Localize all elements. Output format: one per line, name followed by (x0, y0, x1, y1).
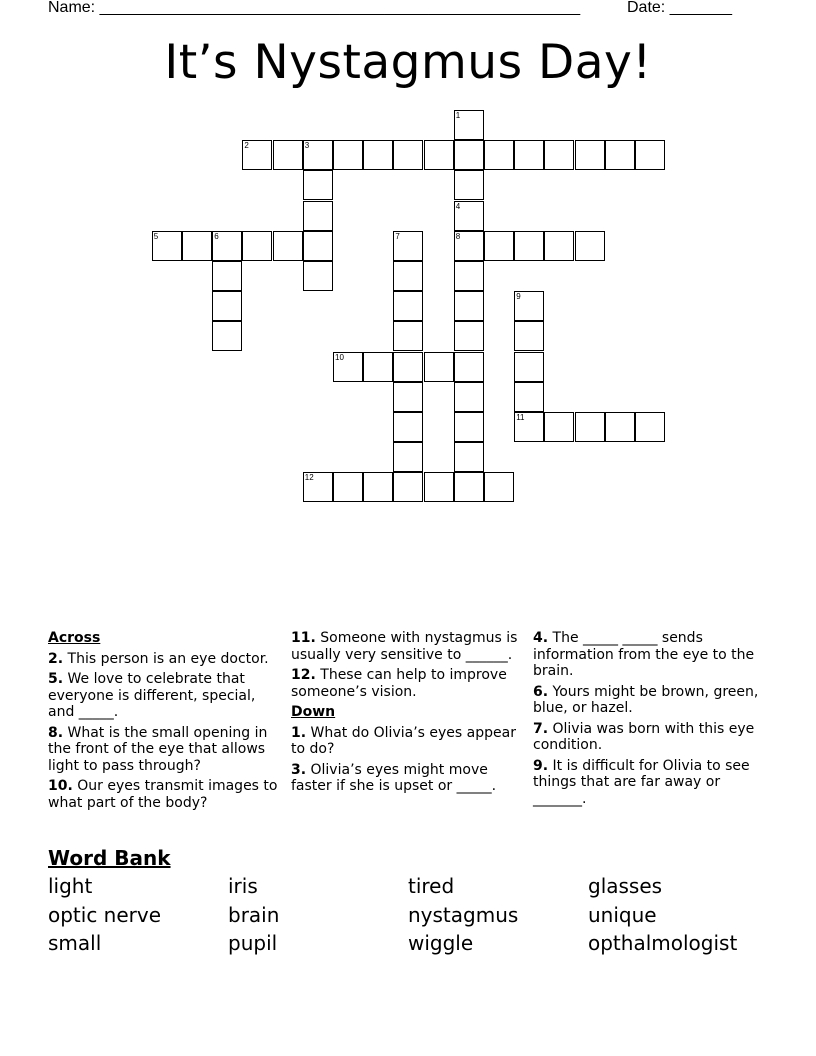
crossword-cell[interactable] (393, 442, 423, 472)
clue-number-label: 4. (533, 630, 549, 646)
crossword-cell[interactable] (454, 261, 484, 291)
word-bank-word: tired (408, 874, 455, 898)
clue-number: 9 (516, 292, 521, 302)
crossword-cell[interactable] (303, 170, 333, 200)
clues-column-1 (48, 630, 278, 815)
crossword-cell[interactable] (454, 291, 484, 321)
crossword-cell[interactable] (605, 412, 635, 442)
crossword-cell[interactable] (393, 321, 423, 351)
crossword-cell[interactable] (484, 140, 514, 170)
clue-number-label: 7. (533, 720, 549, 737)
crossword-cell[interactable] (273, 140, 303, 170)
crossword-cell[interactable] (363, 140, 393, 170)
clue-number: 4 (455, 201, 461, 211)
across-clue (291, 630, 521, 663)
clue-number: 11 (516, 413, 525, 422)
clue-number: 3 (304, 141, 310, 151)
crossword-cell[interactable] (303, 261, 333, 291)
word-bank-title: Word Bank (48, 846, 171, 870)
crossword-cell[interactable] (454, 472, 484, 502)
crossword-cell[interactable] (454, 442, 484, 472)
clue-text: Yours might be brown, green, blue, or hazel. (533, 683, 759, 716)
crossword-cell[interactable] (575, 140, 605, 170)
crossword-cell[interactable] (424, 472, 454, 502)
crossword-cell[interactable] (575, 231, 605, 261)
crossword-cell[interactable] (303, 140, 333, 170)
down-clue (291, 762, 521, 795)
crossword-cell[interactable] (424, 140, 454, 170)
crossword-cell[interactable] (544, 140, 574, 170)
word-bank-word: iris (228, 874, 258, 898)
word-bank-word: pupil (228, 931, 278, 955)
crossword-cell[interactable] (242, 231, 272, 261)
crossword-cell[interactable] (212, 321, 242, 351)
crossword-cell[interactable] (393, 261, 423, 291)
clue-number-label: 11. (291, 630, 316, 646)
crossword-cell[interactable] (514, 382, 544, 412)
crossword-cell[interactable] (454, 352, 484, 382)
clue-text: These can help to improve someone’s vision. (291, 667, 507, 700)
clue-number-label: 2. (48, 650, 64, 667)
word-bank-word: nystagmus (408, 902, 519, 927)
crossword-cell[interactable] (393, 140, 423, 170)
crossword-cell[interactable] (182, 231, 212, 261)
word-bank-word: light (48, 874, 93, 898)
clue-text: Olivia was born with this eye condition. (533, 720, 755, 753)
crossword-cell[interactable] (393, 231, 423, 261)
word-bank-word: unique (588, 902, 657, 927)
clue-number-label: 8. (48, 724, 64, 741)
down-clue (291, 725, 521, 758)
date-field-label: Date: _______ (627, 0, 732, 16)
crossword-cell[interactable] (544, 412, 574, 442)
crossword-cell[interactable] (484, 472, 514, 502)
clue-number: 2 (244, 141, 249, 151)
crossword-cell[interactable] (242, 140, 272, 170)
crossword-cell[interactable] (212, 261, 242, 291)
crossword-cell[interactable] (393, 382, 423, 412)
crossword-cell[interactable] (575, 412, 605, 442)
crossword-cell[interactable] (454, 110, 484, 140)
clue-text: This person is an eye doctor. (63, 650, 269, 667)
crossword-cell[interactable] (303, 472, 333, 502)
crossword-cell[interactable] (363, 472, 393, 502)
crossword-cell[interactable] (454, 321, 484, 351)
crossword-cell[interactable] (484, 231, 514, 261)
name-field-label: Name: ______________________________________________________ (48, 0, 581, 16)
crossword-cell[interactable] (544, 231, 574, 261)
crossword-cell[interactable] (514, 231, 544, 261)
crossword-cell[interactable] (424, 352, 454, 382)
down-clue (533, 684, 773, 717)
down-heading: Down (291, 704, 336, 720)
crossword-cell[interactable] (303, 231, 333, 261)
crossword-cell[interactable] (605, 140, 635, 170)
across-clue (48, 671, 278, 721)
clue-number-label: 6. (533, 683, 549, 700)
crossword-cell[interactable] (212, 231, 242, 261)
crossword-cell[interactable] (514, 352, 544, 382)
clue-number: 5 (153, 231, 159, 241)
across-clue (48, 651, 278, 668)
clue-number-label: 1. (291, 724, 307, 741)
clue-text: We love to celebrate that everyone is different, special, and _____. (48, 671, 256, 720)
clue-text: What is the small opening in the front of the eye that allows light to pass through? (48, 724, 268, 774)
crossword-cell[interactable] (635, 140, 665, 170)
crossword-cell[interactable] (635, 412, 665, 442)
clues-column-3 (533, 630, 773, 811)
crossword-cell[interactable] (454, 201, 484, 231)
clue-text: The _____ _____ sends information from the eye to the brain. (533, 630, 755, 679)
down-clue (533, 721, 773, 754)
clue-number-label: 12. (291, 667, 316, 683)
clue-text: Our eyes transmit images to what part of the body? (48, 778, 278, 811)
clue-number: 1 (455, 111, 461, 120)
crossword-cell[interactable] (393, 412, 423, 442)
crossword-cell[interactable] (393, 291, 423, 321)
clue-text: Someone with nystagmus is usually very sensitive to ______. (291, 630, 518, 663)
clue-number-label: 10. (48, 778, 73, 794)
across-clue (291, 667, 521, 700)
clue-number: 10 (335, 352, 344, 362)
crossword-cell[interactable] (333, 140, 363, 170)
crossword-cell[interactable] (514, 140, 544, 170)
crossword-cell[interactable] (514, 412, 544, 442)
crossword-cell[interactable] (454, 140, 484, 170)
down-clue (533, 630, 773, 680)
clue-number: 7 (395, 231, 400, 241)
down-clue (533, 758, 773, 808)
crossword-cell[interactable] (454, 382, 484, 412)
crossword-cell[interactable] (393, 472, 423, 502)
crossword-cell[interactable] (212, 291, 242, 321)
clues-column-2 (291, 630, 521, 799)
clue-text: Olivia’s eyes might move faster if she is upset or _____. (291, 761, 497, 794)
crossword-cell[interactable] (514, 321, 544, 351)
crossword-cell[interactable] (273, 231, 303, 261)
word-bank-word: opthalmologist (588, 931, 738, 955)
crossword-cell[interactable] (152, 231, 182, 261)
clue-number-label: 3. (291, 761, 307, 778)
across-clue (48, 778, 278, 811)
clue-text: What do Olivia’s eyes appear to do? (291, 724, 516, 757)
crossword-cell[interactable] (454, 412, 484, 442)
word-bank-word: glasses (588, 874, 663, 898)
across-heading: Across (48, 630, 101, 646)
word-bank-word: wiggle (408, 931, 474, 955)
clue-text: It is difficult for Olivia to see things that are far away or _______. (533, 757, 750, 807)
word-bank-word: small (48, 931, 102, 955)
clue-number-label: 9. (533, 757, 549, 774)
crossword-cell[interactable] (363, 352, 393, 382)
crossword-cell[interactable] (393, 352, 423, 382)
crossword-cell[interactable] (454, 170, 484, 200)
word-bank-word: optic nerve (48, 902, 162, 927)
crossword-cell[interactable] (514, 291, 544, 321)
clue-number-label: 5. (48, 671, 64, 687)
clue-number: 8 (455, 231, 461, 241)
page-title: It’s Nystagmus Day! (164, 35, 652, 90)
crossword-cell[interactable] (454, 231, 484, 261)
crossword-cell[interactable] (333, 352, 363, 382)
clue-number: 12 (304, 473, 314, 483)
crossword-cell[interactable] (333, 472, 363, 502)
word-bank-word: brain (228, 902, 280, 927)
crossword-cell[interactable] (303, 201, 333, 231)
clue-number: 6 (214, 231, 219, 241)
across-clue (48, 725, 278, 775)
